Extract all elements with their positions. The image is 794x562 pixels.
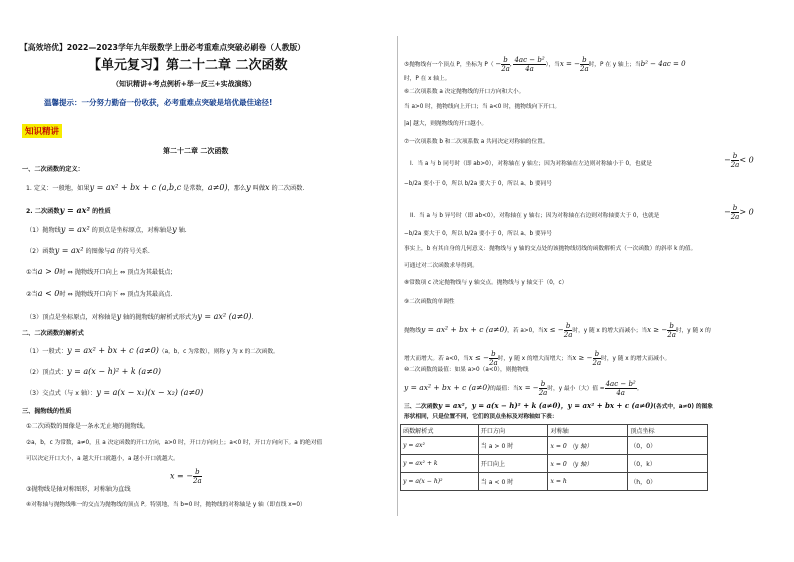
property-7-case-2: II．当 a 与 b 异号时（即 ab<0），对称轴在 y 轴右；因为对称轴在右边则对称轴要大于 0，也就是 bbox=[410, 213, 660, 219]
vertex-axis-table bbox=[400, 424, 708, 491]
monotonicity-line-2: 增大而增大。若 a<0，当x ≤ − $\frac{b}{2a}$ 时，y 随 x 的增大而增大；当x ≥ − $\frac{b}{2a}$ 时，y 随 x 的增大而减小。 bbox=[404, 350, 671, 367]
table-cell-open: 当 a > 0 时 bbox=[478, 437, 548, 455]
section-analytic-forms: 二、二次函数的解析式 bbox=[22, 330, 84, 337]
table-header-cell: 函数解析式 bbox=[401, 425, 479, 437]
table-header-cell: 对称轴 bbox=[548, 425, 628, 437]
vertex-form: （2）顶点式：y = a(x − h)² + k (a≠0) bbox=[26, 367, 162, 376]
general-form: （1）一般式：y = ax² + bx + c (a≠0)（a，b，c 为常数），则称 y 为 x 的二次函数。 bbox=[26, 346, 279, 355]
definition-line: 1. 定义：一般地，如果y = ax² + bx + c (a,b,c 是常数，a≠0)，那么y 叫做x 的二次函数. bbox=[26, 183, 305, 192]
table-cell-open: 开口向上 bbox=[478, 455, 548, 473]
derivative-note: 可通过对二次函数求导得到。 bbox=[404, 263, 478, 269]
property-7: ⑦一次项系数 b 和二次项系数 a 共同决定对称轴的位置。 bbox=[404, 139, 549, 145]
property-7-case-1: I．当 a 与 b 同号时（即 ab>0），对称轴在 y 轴左；因为对称轴在左边则对称轴小于 0，也就是 bbox=[410, 161, 652, 167]
geometric-meaning: 事实上，b 有其自身的几何意义：抛物线与 y 轴的交点处的该抛物线切线的函数解析式（一次函数）的斜率 k 的值。 bbox=[404, 246, 697, 252]
table-cell-axis: x = 0 （y 轴） bbox=[548, 437, 628, 455]
property-2a: ①当a > 0时 ⇔ 抛物线开口向上 ⇔ 顶点为其最低点; bbox=[26, 267, 173, 276]
section-definition: 一、二次函数的定义： bbox=[22, 166, 84, 173]
property-8: ⑧常数项 c 决定抛物线与 y 轴交点。抛物线与 y 轴交于（0，c） bbox=[404, 280, 568, 286]
table-cell-vertex: （h，0） bbox=[628, 473, 708, 491]
vertex-property: ⑤抛物线有一个顶点 P，坐标为 P（ − $\frac{b}{2a}$ , $\frac{\text{4ac − b²}}{4a}$ ），当x = − $\frac{b}{2a}$ 时，P 在 y 轴上；当b² − 4ac = 0 bbox=[404, 56, 686, 73]
parabola-property-4: ④对称轴与抛物线唯一的交点为抛物线的顶点 P。特别地，当 b=0 时，抛物线的对称轴是 y 轴（即直线 x=0） bbox=[26, 502, 306, 508]
document-title: 【高效培优】2022—2023学年九年级数学上册必考重难点突破必刷卷（人教版） bbox=[20, 43, 306, 52]
case-2-formula: − $\frac{b}{2a}$ > 0 bbox=[724, 204, 754, 221]
tip-banner: 温馨提示：一分努力勤奋一份收获，必考重难点突破是培优最佳途径! bbox=[44, 98, 273, 107]
property-1: （1）抛物线y = ax² 的顶点是坐标原点，对称轴是y 轴. bbox=[26, 225, 187, 234]
chapter-title: 第二十二章 二次函数 bbox=[163, 147, 229, 155]
column-divider bbox=[397, 36, 398, 516]
parabola-property-2: ②a，b，c 为常数，a≠0，且 a 决定函数的开口方向，a>0 时，开口方向向上；a<0 时，开口方向向下。a 的绝对值 bbox=[26, 440, 323, 446]
property-6-detail: 当 a>0 时，抛物线向上开口；当 a<0 时，抛物线向下开口。 bbox=[404, 104, 561, 110]
monotonicity-line-1: 抛物线y = ax² + bx + c (a≠0)，若 a>0，当x ≤ − $\frac{b}{2a}$ 时，y 随 x 的增大而减小；当x ≥ − $\frac{b}{2a}$ 时，y 随 x 的 bbox=[404, 322, 711, 339]
table-cell-function: y = ax² bbox=[401, 437, 479, 455]
section-parabola-properties: 三、抛物线的性质 bbox=[22, 408, 72, 415]
extremum-line: y = ax² + bx + c (a≠0)的最值：当x = − $\frac{b}{2a}$ 时，y 最小（大）值 = $\frac{\text{4ac − b²}}{4a}$ 。 bbox=[404, 380, 643, 397]
case-1-formula: − $\frac{b}{2a}$ < 0 bbox=[724, 152, 754, 169]
table-cell-axis: x = h bbox=[548, 473, 628, 491]
table-header-cell: 顶点坐标 bbox=[628, 425, 708, 437]
section-forms-title-2: 形状相同，只是位置不同，它们的顶点坐标及对称轴如下表： bbox=[404, 414, 558, 420]
property-6: ⑥二次项系数 a 决定抛物线的开口方向和大小。 bbox=[404, 89, 525, 95]
section-forms-title: 三、二次函数y = ax²，y = a(x − h)² + k (a≠0)，y = ax² + bx + c (a≠0)(各式中，a≠0) 的图象 bbox=[404, 401, 713, 410]
table-cell-vertex: （0，0） bbox=[628, 437, 708, 455]
intercept-form: （3）交点式（与 x 轴）：y = a(x − x₁)(x − x₂) (a≠0) bbox=[26, 388, 204, 397]
table-cell-open: 当 a < 0 时 bbox=[478, 473, 548, 491]
properties-heading: 2. 二次函数y = ax² 的性质 bbox=[26, 205, 111, 215]
property-2b: ②当a < 0时 ⇔ 抛物线开口向下 ⇔ 顶点为其最高点. bbox=[26, 289, 173, 298]
vertex-property-tail: 时，P 在 x 轴上。 bbox=[404, 76, 451, 82]
section-tag: 知识精讲 bbox=[22, 124, 62, 138]
subtitle: （知识精讲+考点例析+举一反三+实战演练） bbox=[112, 80, 256, 88]
table-cell-vertex: （0，k） bbox=[628, 455, 708, 473]
case-1-explain: −b/2a 要小于 0，所以 b/2a 要大于 0，所以 a、b 要同号 bbox=[404, 181, 553, 187]
property-3: （3）顶点是坐标原点，对称轴是y 轴的抛物线的解析式形式为y = ax² (a≠0). bbox=[26, 312, 254, 321]
extremum-intro: ⑩二次函数的最值：如果 a>0（a<0），则抛物线 bbox=[404, 367, 529, 373]
case-2-explain: −b/2a 要大于 0，所以 b/2a 要小于 0，所以 a、b 要异号 bbox=[404, 231, 553, 237]
table-cell-axis: x = 0 （y 轴） bbox=[548, 455, 628, 473]
table-header-row bbox=[401, 425, 708, 437]
property-9: ⑨二次函数的单调性 bbox=[404, 299, 455, 305]
axis-formula: x = − $\frac{b}{2a}$ bbox=[170, 468, 202, 485]
table-row bbox=[401, 455, 708, 473]
parabola-property-3: ③抛物线是轴对称图形，对称轴为直线 bbox=[26, 486, 131, 493]
unit-title: 【单元复习】第二十二章 二次函数 bbox=[88, 58, 288, 73]
table-cell-function: y = a(x − h)² bbox=[401, 473, 479, 491]
parabola-property-1: ①二次函数的图像是一条永无止境的抛物线。 bbox=[26, 423, 150, 430]
property-2: （2）函数y = ax² 的图像与a 的符号关系. bbox=[26, 246, 150, 255]
table-row bbox=[401, 437, 708, 455]
table-header-cell: 开口方向 bbox=[478, 425, 548, 437]
table-cell-function: y = ax² + k bbox=[401, 455, 479, 473]
parabola-property-2-cont: 可以决定开口大小，a 越大开口就越小，a 越小开口就越大。 bbox=[26, 456, 179, 462]
property-6-abs: |a| 越大，则抛物线的开口越小。 bbox=[404, 121, 488, 127]
table-row bbox=[401, 473, 708, 491]
